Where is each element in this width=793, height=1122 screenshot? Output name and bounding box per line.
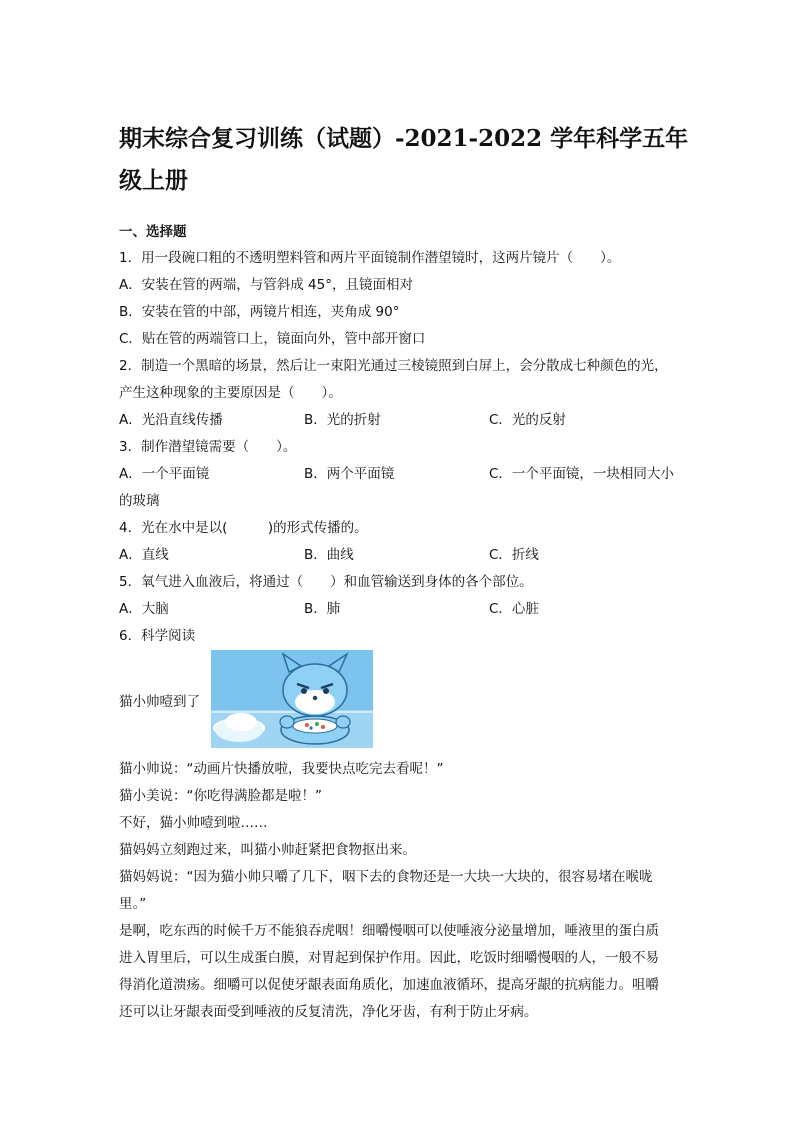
story-line-1: 猫小帅说：“动画片快播放啦，我要快点吃完去看呢！” (119, 761, 444, 777)
q2-option-c: C．光的反射 (489, 412, 566, 428)
q3-option-b: B．两个平面镜 (304, 466, 395, 482)
paragraph-line-4: 还可以让牙龈表面受到唾液的反复清洗，净化牙齿，有利于防止牙病。 (119, 1004, 538, 1020)
q3-stem: 3．制作潜望镜需要（ ）。 (119, 439, 297, 455)
q5-option-b: B．肺 (304, 601, 341, 617)
story-line-6: 里。” (119, 896, 147, 912)
page-title: 期末综合复习训练（试题）-2021-2022 学年科学五年级上册 (119, 125, 689, 194)
q1-option-c: C．贴在管的两端管口上，镜面向外，管中部开窗口 (119, 331, 426, 347)
q4-stem: 4．光在水中是以( )的形式传播的。 (119, 520, 368, 536)
paragraph-line-1: 是啊，吃东西的时候千万不能狼吞虎咽！细嚼慢咽可以使唾液分泌量增加，唾液里的蛋白质 (119, 923, 659, 939)
paragraph-line-2: 进入胃里后，可以生成蛋白膜，对胃起到保护作用。因此，吃饭时细嚼慢咽的人，一般不易 (119, 950, 659, 966)
q6-stem: 6．科学阅读 (119, 628, 196, 644)
section-heading: 一、选择题 (119, 224, 187, 240)
q5-option-c: C．心脏 (489, 601, 539, 617)
q5-stem: 5．氧气进入血液后，将通过（ ）和血管输送到身体的各个部位。 (119, 574, 533, 590)
q1-stem: 1．用一段碗口粗的不透明塑料管和两片平面镜制作潜望镜时，这两片镜片（ ）。 (119, 250, 621, 266)
q4-option-a: A．直线 (119, 547, 169, 563)
cat-illustration-svg (211, 650, 373, 748)
q3-option-c: C．一个平面镜，一块相同大小 (489, 466, 674, 482)
q3-option-c-continued: 的玻璃 (119, 493, 160, 509)
q2-option-a: A．光沿直线传播 (119, 412, 223, 428)
reading-caption: 猫小帅噎到了 (119, 694, 200, 710)
q2-option-b: B．光的折射 (304, 412, 381, 428)
story-line-3: 不好，猫小帅噎到啦…… (119, 815, 268, 831)
q3-option-a: A．一个平面镜 (119, 466, 210, 482)
q4-option-c: C．折线 (489, 547, 539, 563)
q1-option-b: B．安装在管的中部，两镜片相连，夹角成 90° (119, 304, 400, 320)
story-line-2: 猫小美说：“你吃得满脸都是啦！” (119, 788, 322, 804)
paragraph-line-3: 得消化道溃疡。细嚼可以促使牙龈表面角质化，加速血液循环，提高牙龈的抗病能力。咀嚼 (119, 977, 659, 993)
story-line-4: 猫妈妈立刻跑过来，叫猫小帅赶紧把食物抠出来。 (119, 842, 416, 858)
cat-eating-illustration (211, 650, 373, 748)
q5-option-a: A．大脑 (119, 601, 169, 617)
q2-stem-line1: 2．制造一个黑暗的场景，然后让一束阳光通过三棱镜照到白屏上，会分散成七种颜色的光， (119, 358, 668, 374)
q4-option-b: B．曲线 (304, 547, 354, 563)
q2-stem-line2: 产生这种现象的主要原因是（ ）。 (119, 385, 342, 401)
q1-option-a: A．安装在管的两端，与管斜成 45°，且镜面相对 (119, 277, 413, 293)
story-line-5: 猫妈妈说：“因为猫小帅只嚼了几下，咽下去的食物还是一大块一大块的，很容易堵在喉咙 (119, 869, 653, 885)
